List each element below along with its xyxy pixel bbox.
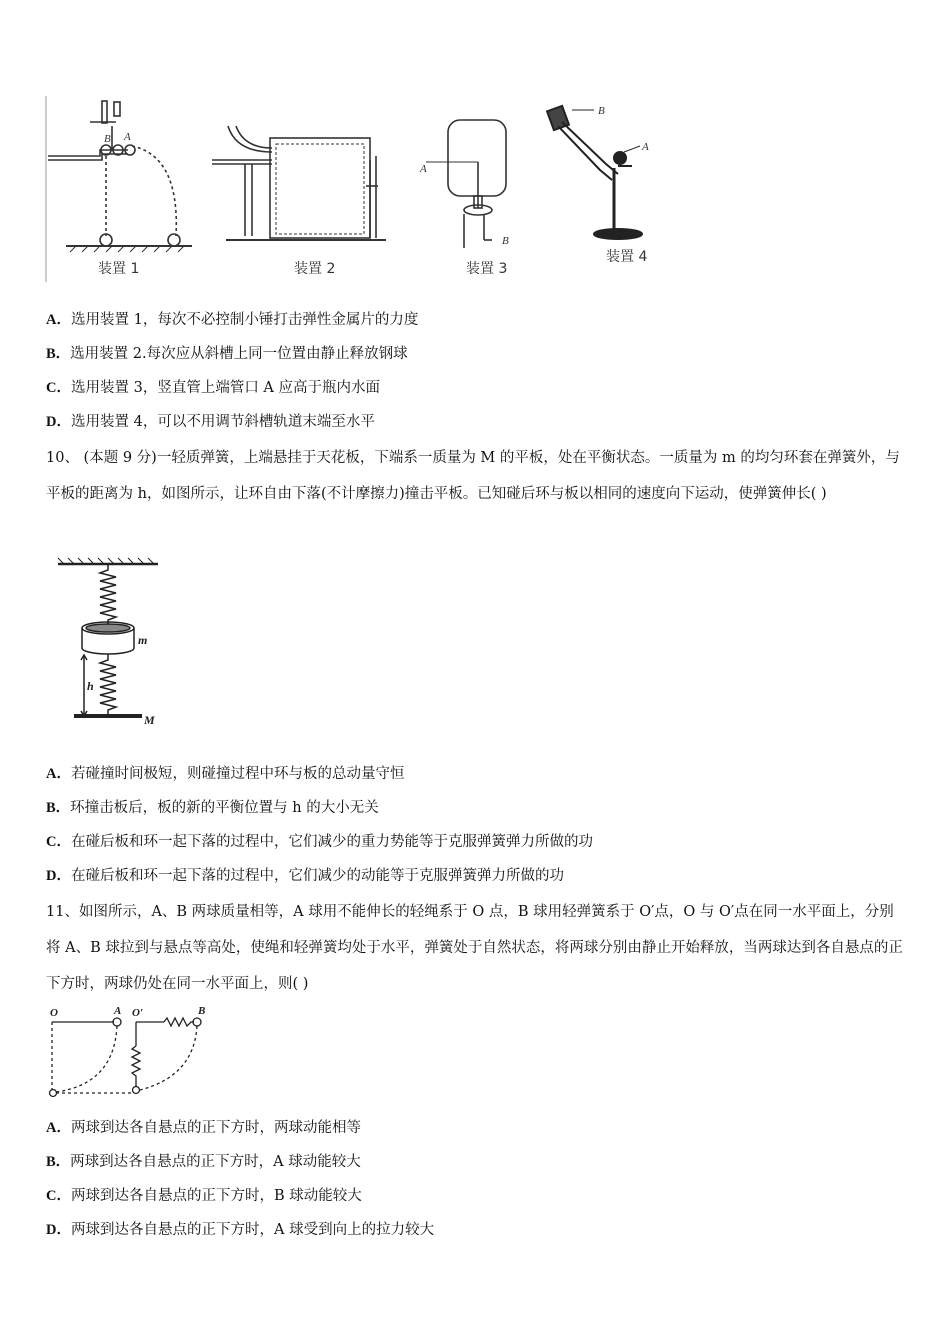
pivot-o-label: O [50,1007,58,1019]
q9-option-a: A．选用装置 1，每次不必控制小锤打击弹性金属片的力度 [46,312,419,328]
ball-a-label: A [114,1005,122,1017]
q11-option-b: B．两球到达各自悬点的正下方时，A 球动能较大 [46,1154,361,1170]
q10-option-c: C．在碰后板和环一起下落的过程中，它们减少的重力势能等于克服弹簧弹力所做的功 [46,834,593,850]
apparatus-figure [40,96,670,286]
q9-option-c: C．选用装置 3，竖直管上端管口 A 应高于瓶内水面 [46,380,381,396]
q9-option-b: B．选用装置 2.每次应从斜槽上同一位置由静止释放钢球 [46,346,408,362]
pivot-o-prime-label: O′ [132,1007,144,1019]
plate-mass-label: M [144,713,155,727]
device-1-label-b: B [104,133,111,145]
device-1-label-a: A [124,131,131,143]
device-3-caption: 装置 3 [466,261,508,277]
device-4-drawing [547,106,642,239]
device-1-caption: 装置 1 [98,261,140,277]
q10-option-a: A．若碰撞时间极短，则碰撞过程中环与板的总动量守恒 [46,766,405,782]
pendulum-drawing [44,1004,224,1100]
q10-stem: 10、 (本题 9 分)一轻质弹簧，上端悬挂于天花板，下端系一质量为 M 的平板，处在平衡状态。一质量为 m 的均匀环套在弹簧外，与平板的距离为 h，如图所示，让环自由下落(不计摩擦力)撞击平板。已知碰后环与板以相同的速度向下运动，使弹簧伸长( ) [46,450,900,502]
device-2-drawing [212,126,386,240]
q11-stem: 11、如图所示，A、B 两球质量相等，A 球用不能伸长的轻绳系于 O 点，B 球用轻弹簧系于 O′点，O 与 O′点在同一水平面上，分别将 A、B 球拉到与悬点等高处，使绳和轻弹簧均处于水平，弹簧处于自然状态，将两球分别由静止开始释放，当两球达到各自悬点的正下方时，两球仍处在同一水平面上，则( ) [46,904,903,992]
q10-option-d: D．在碰后板和环一起下落的过程中，它们减少的动能等于克服弹簧弹力所做的功 [46,868,564,884]
device-3-label-a: A [420,163,427,175]
q11-option-c: C．两球到达各自悬点的正下方时，B 球动能较大 [46,1188,362,1204]
device-4-label-b: B [598,105,605,117]
ring-mass-label: m [138,633,148,647]
device-3-drawing [426,120,506,248]
device-4-caption: 装置 4 [606,249,648,265]
device-2-caption: 装置 2 [294,261,336,277]
q9-option-d: D．选用装置 4，可以不用调节斜槽轨道末端至水平 [46,414,375,430]
ball-b-label: B [198,1005,206,1017]
drop-height-label: h [87,679,94,693]
device-4-label-a: A [642,141,649,153]
spring-ring-figure [54,556,174,736]
device-1-drawing [46,96,192,282]
q11-option-d: D．两球到达各自悬点的正下方时，A 球受到向上的拉力较大 [46,1222,435,1238]
pendulum-figure [44,1004,224,1100]
q11-option-a: A．两球到达各自悬点的正下方时，两球动能相等 [46,1120,361,1136]
q10-option-b: B．环撞击板后，板的新的平衡位置与 h 的大小无关 [46,800,379,816]
device-3-label-b: B [502,235,509,247]
spring-ring-drawing [54,556,174,736]
